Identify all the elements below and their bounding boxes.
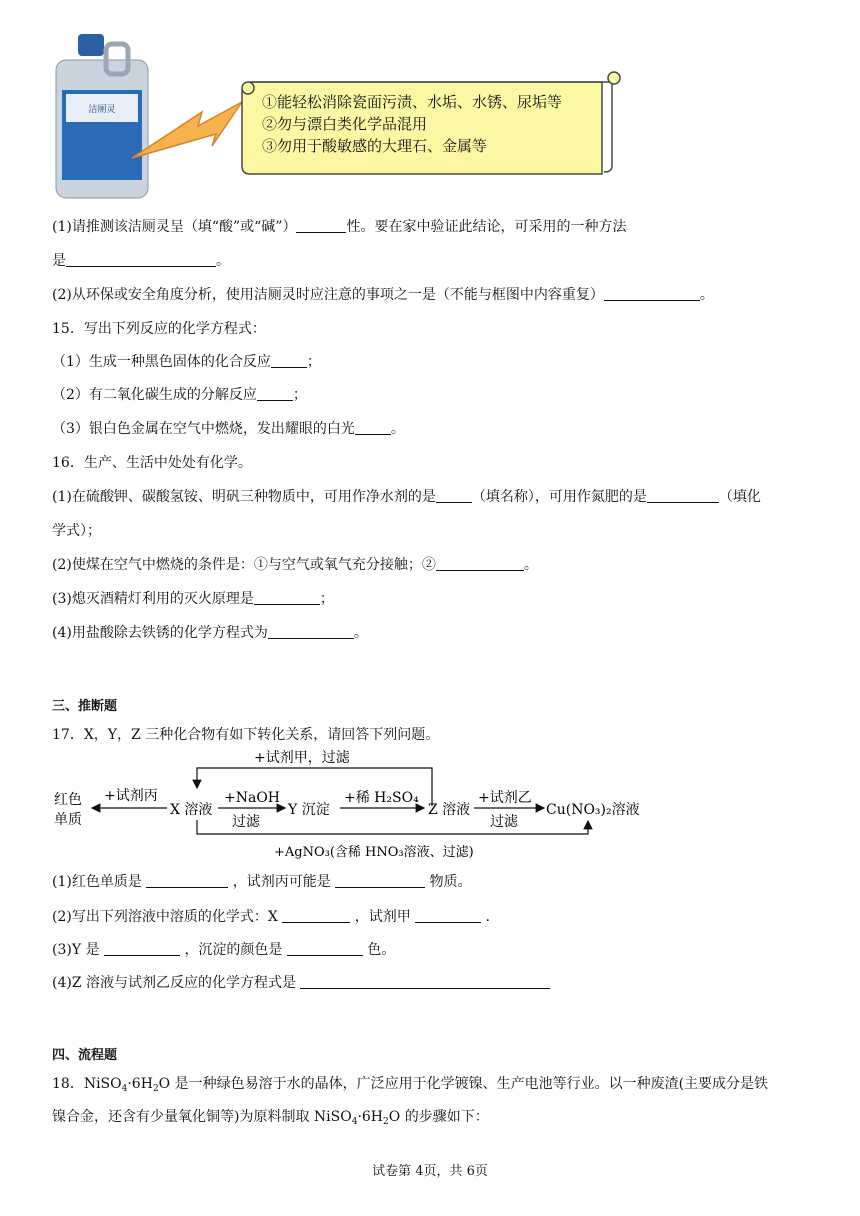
- q17-part2: (2)写出下列溶液中溶质的化学式：X ，试剂甲 ．: [52, 909, 500, 925]
- label-h2so4: +稀 H₂SO₄: [344, 790, 419, 806]
- q18-line2: 镍合金，还含有少量氧化铜等)为原料制取 $NiSO_4\cdot 6H_2O$ 的步骤如下：: [52, 1109, 489, 1127]
- answer-blank[interactable]: [287, 941, 363, 956]
- cu-nitrate-solution: Cu(NO₃)₂溶液: [546, 802, 640, 818]
- answer-blank[interactable]: [647, 488, 719, 503]
- page-footer: 试卷第 4页，共 6页: [372, 1164, 488, 1179]
- label-naoh: +NaOH: [224, 790, 281, 806]
- q14-part1-line1: (1)请推测该洁厕灵呈（填“酸”或“碱”） 性。要在家中验证此结论，可采用的一种方法: [52, 219, 627, 235]
- q15-title: 15．写出下列反应的化学方程式：: [52, 321, 266, 337]
- red-element-line2: 单质: [54, 812, 82, 828]
- q16-part4: (4)用盐酸除去铁锈的化学方程式为 。: [52, 625, 368, 641]
- answer-blank[interactable]: [104, 941, 180, 956]
- label-reagent-a: +试剂甲，过滤: [254, 750, 350, 766]
- answer-blank[interactable]: [335, 873, 425, 888]
- q15-item-2: （2）有二氧化碳生成的分解反应 ；: [52, 387, 307, 403]
- q14-part1-line2: 是 。: [52, 253, 230, 269]
- answer-blank[interactable]: [415, 908, 481, 923]
- label-filter-1: 过滤: [232, 814, 260, 830]
- answer-blank[interactable]: [282, 908, 350, 923]
- q17-title: 17．X，Y，Z 三种化合物有如下转化关系，请回答下列问题。: [52, 727, 440, 743]
- z-solution: Z 溶液: [428, 802, 471, 818]
- q16-part2: (2)使煤在空气中燃烧的条件是：①与空气或氧气充分接触；② 。: [52, 557, 538, 573]
- answer-blank[interactable]: [66, 252, 216, 267]
- red-element-line1: 红色: [54, 792, 82, 808]
- label-filter-2: 过滤: [490, 814, 518, 830]
- answer-blank[interactable]: [254, 590, 320, 605]
- scroll-line-2: ②勿与漂白类化学品混用: [262, 115, 428, 133]
- answer-blank[interactable]: [271, 353, 307, 368]
- y-precipitate: Y 沉淀: [288, 802, 330, 818]
- q17-part4: (4)Z 溶液与试剂乙反应的化学方程式是: [52, 973, 550, 993]
- scroll-box: [242, 72, 620, 174]
- q16-title: 16．生产、生活中处处有化学。: [52, 455, 252, 471]
- q15-item-1: （1）生成一种黑色固体的化合反应 ；: [52, 354, 321, 370]
- section-heading-3: 三、推断题: [52, 699, 118, 714]
- label-reagent-b: +试剂乙: [478, 790, 532, 806]
- bottle-label: 洁厕灵: [88, 105, 116, 115]
- section-heading-4: 四、流程题: [52, 1048, 118, 1063]
- answer-blank[interactable]: [296, 218, 346, 233]
- q16-part1-line2: 学式）；: [52, 523, 101, 539]
- cleaner-figure: [52, 30, 632, 202]
- x-solution: X 溶液: [170, 802, 213, 818]
- q15-item-3: （3）银白色金属在空气中燃烧，发出耀眼的白光 。: [52, 421, 405, 437]
- answer-blank[interactable]: [355, 420, 391, 435]
- answer-blank[interactable]: [268, 624, 354, 639]
- answer-blank[interactable]: [300, 974, 550, 989]
- q17-part1: (1)红色单质是 ，试剂丙可能是 物质。: [52, 874, 472, 890]
- q16-part1-line1: (1)在硫酸钾、碳酸氢铵、明矾三种物质中，可用作净水剂的是 （填名称），可用作氮肥的是 （填化: [52, 489, 761, 505]
- answer-blank[interactable]: [257, 386, 293, 401]
- answer-blank[interactable]: [146, 873, 228, 888]
- label-reagent-c: +试剂丙: [104, 788, 158, 804]
- q14-part2: (2)从环保或安全角度分析，使用洁厕灵时应注意的事项之一是（不能与框图中内容重复） 。: [52, 287, 714, 303]
- q18-line1: 18．$NiSO_4\cdot 6H_2O$ 是一种绿色易溶于水的晶体，广泛应用于化学镀镍、生产电池等行业。以一种废渣(主要成分是铁: [52, 1076, 769, 1094]
- scroll-line-1: ①能轻松消除瓷面污渍、水垢、水锈、尿垢等: [262, 93, 563, 111]
- bottle-image: [56, 34, 148, 198]
- q17-transformation-diagram: [52, 746, 652, 868]
- q16-part3: (3)熄灭酒精灯利用的灭火原理是 ；: [52, 591, 334, 607]
- answer-blank[interactable]: [604, 286, 700, 301]
- q17-part3: (3)Y 是 ，沉淀的颜色是 色。: [52, 942, 396, 958]
- label-silver-nitrate: +AgNO₃(含稀 HNO₃溶液、过滤): [274, 845, 474, 860]
- answer-blank[interactable]: [436, 488, 472, 503]
- scroll-line-3: ③勿用于酸敏感的大理石、金属等: [262, 137, 488, 155]
- answer-blank[interactable]: [436, 556, 524, 571]
